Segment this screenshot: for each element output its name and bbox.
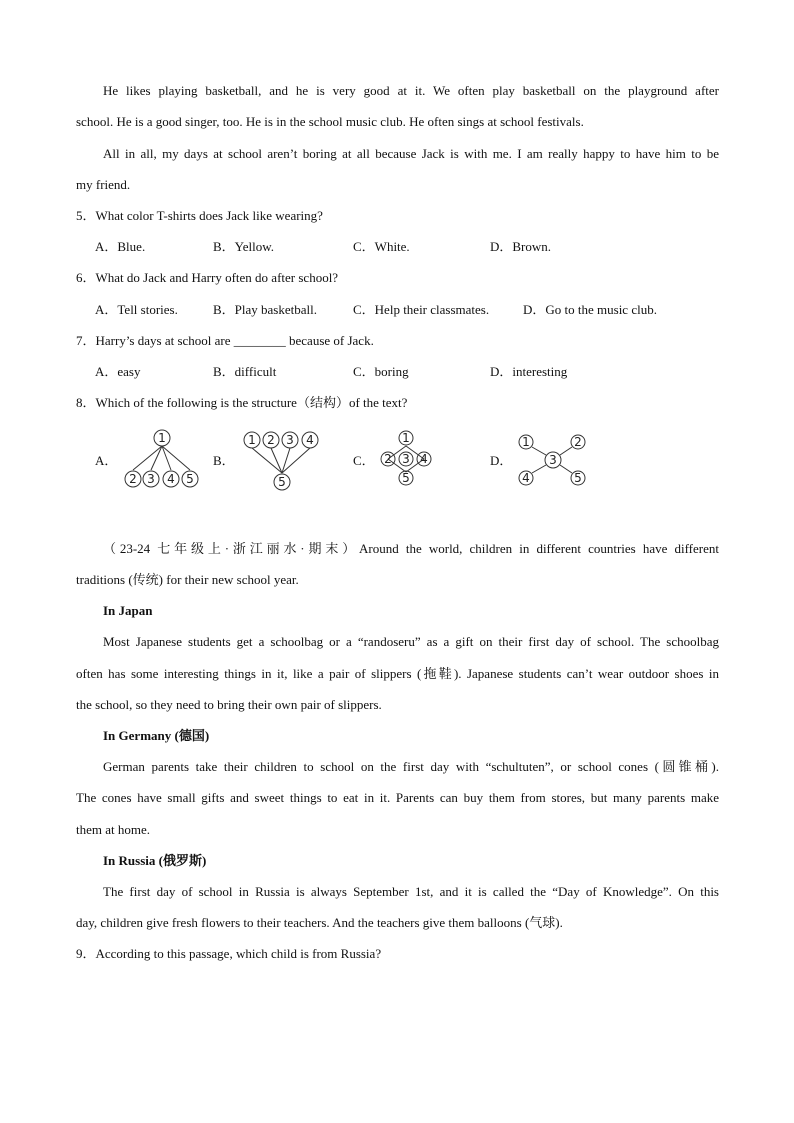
q8-option-d[interactable]: D． — [490, 453, 513, 468]
passage-line: The first day of school in Russia is always September 1st, and it is called the “Day of Knowledge”. On this — [103, 884, 719, 899]
structure-diagram-d[interactable] — [512, 428, 592, 492]
passage-line: day, children give fresh flowers to their teachers. And the teachers give them balloons (气球). — [76, 915, 563, 930]
structure-diagram-b[interactable] — [236, 428, 326, 494]
diagram-node: 1 — [248, 433, 256, 447]
question-7-stem: 7．Harry’s days at school are ________ because of Jack. — [76, 333, 374, 348]
q7-option-c[interactable]: C．boring — [353, 364, 409, 379]
diagram-node: 4 — [420, 452, 428, 466]
diagram-node: 3 — [402, 452, 410, 466]
section-heading-japan: In Japan — [103, 603, 153, 618]
q8-option-b[interactable]: B． — [213, 453, 235, 468]
structure-diagram-c[interactable] — [374, 428, 438, 490]
section-heading-russia: In Russia (俄罗斯) — [103, 853, 207, 868]
diagram-node: 2 — [267, 433, 275, 447]
section-heading-germany: In Germany (德国) — [103, 728, 210, 743]
question-5-stem: 5．What color T-shirts does Jack like wearing? — [76, 208, 323, 223]
diagram-node: 2 — [574, 435, 582, 449]
q8-option-c[interactable]: C． — [353, 453, 375, 468]
diagram-node: 4 — [522, 471, 530, 485]
diagram-node: 3 — [286, 433, 294, 447]
diagram-node: 4 — [167, 472, 175, 486]
q5-option-a[interactable]: A．Blue. — [95, 239, 146, 254]
diagram-node: 3 — [549, 453, 557, 467]
diagram-node: 3 — [147, 472, 155, 486]
q8-option-a[interactable]: A． — [95, 453, 118, 468]
passage-line: school. He is a good singer, too. He is in the school music club. He often sings at school festivals. — [76, 114, 584, 129]
passage-line: Most Japanese students get a schoolbag or a “randoseru” as a gift on their first day of school. The schoolbag — [103, 634, 719, 649]
question-9-stem: 9．According to this passage, which child is from Russia? — [76, 946, 382, 961]
q5-option-d[interactable]: D．Brown. — [490, 239, 552, 254]
diagram-node: 1 — [402, 431, 410, 445]
passage-line: traditions (传统) for their new school year. — [76, 572, 299, 587]
passage-line: The cones have small gifts and sweet things to eat in it. Parents can buy them from stores, but many parents make — [76, 790, 719, 805]
passage-line: often has some interesting things in it, like a pair of slippers (拖鞋). Japanese students can’t wear outdoor shoes in — [76, 666, 719, 681]
q5-option-b[interactable]: B．Yellow. — [213, 239, 275, 254]
q5-option-c[interactable]: C．White. — [353, 239, 410, 254]
q6-option-d[interactable]: D．Go to the music club. — [523, 302, 657, 317]
passage-line: （23-24 七年级上·浙江丽水·期末）Around the world, children in different countries have different — [103, 541, 719, 556]
q7-option-a[interactable]: A．easy — [95, 364, 141, 379]
diagram-node: 2 — [129, 472, 137, 486]
diagram-node: 1 — [158, 431, 166, 445]
diagram-node: 5 — [402, 471, 410, 485]
diagram-node: 2 — [384, 452, 392, 466]
diagram-node: 4 — [306, 433, 314, 447]
passage-line: the school, so they need to bring their own pair of slippers. — [76, 697, 382, 712]
q6-option-b[interactable]: B．Play basketball. — [213, 302, 317, 317]
q6-option-c[interactable]: C．Help their classmates. — [353, 302, 490, 317]
diagram-node: 1 — [522, 435, 530, 449]
question-8-stem: 8．Which of the following is the structure（结构）of the text? — [76, 395, 408, 410]
q6-option-a[interactable]: A．Tell stories. — [95, 302, 178, 317]
q7-option-b[interactable]: B．difficult — [213, 364, 277, 379]
passage-line: German parents take their children to school on the first day with “schultuten”, or school cones (圆锥桶). — [103, 759, 719, 774]
passage-line: them at home. — [76, 822, 151, 837]
structure-diagram-a[interactable] — [118, 428, 202, 492]
diagram-node: 5 — [186, 472, 194, 486]
passage-line: All in all, my days at school aren’t boring at all because Jack is with me. I am really happy to have him to be — [103, 146, 719, 161]
diagram-node: 5 — [278, 475, 286, 489]
diagram-node: 5 — [574, 471, 582, 485]
question-6-stem: 6．What do Jack and Harry often do after school? — [76, 270, 339, 285]
q7-option-d[interactable]: D．interesting — [490, 364, 568, 379]
passage-line: my friend. — [76, 177, 131, 192]
passage-line: He likes playing basketball, and he is very good at it. We often play basketball on the playground after — [103, 83, 719, 98]
